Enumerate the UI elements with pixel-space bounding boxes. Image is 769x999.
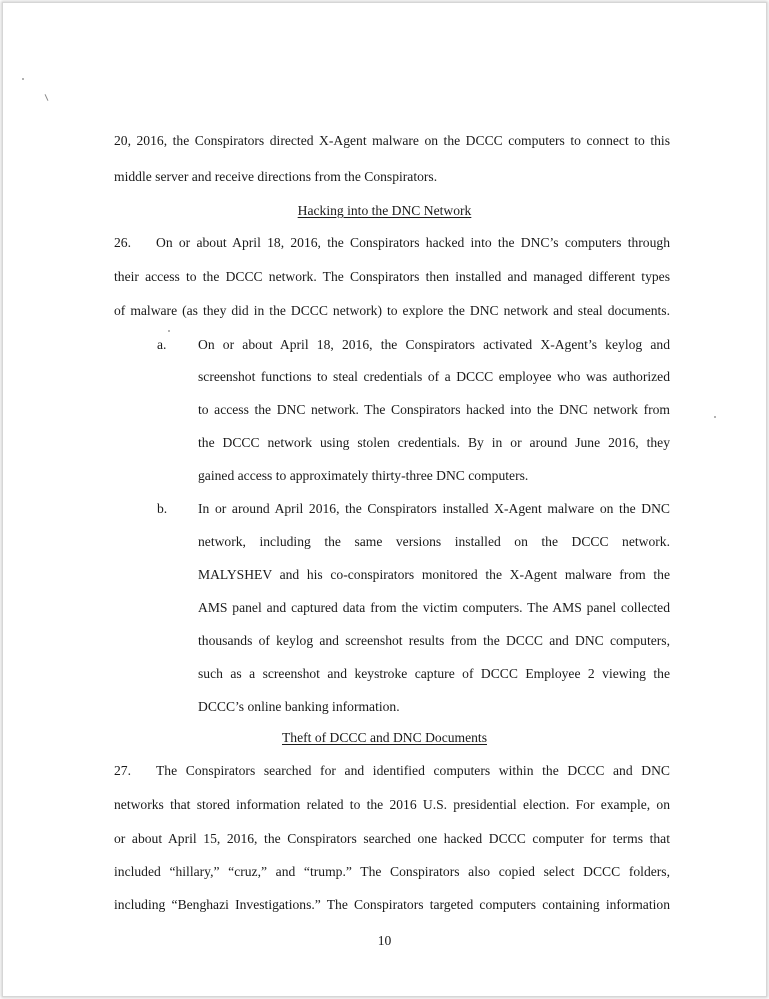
paragraph-number: 27. [114,763,131,778]
section-heading [2,729,767,747]
list-marker-b: b. [157,501,168,516]
list-item-line: On or about April 18, 2016, the Conspirators activated X-Agent’s keylog and [198,337,670,352]
continuation-line: 20, 2016, the Conspirators directed X-Agent malware on the DCCC computers to connect to this [114,133,670,148]
paragraph-26-first-line [114,234,670,252]
paragraph-27-first-line [114,762,670,780]
list-item-line: the DCCC network using stolen credentials. By in or around June 2016, they [198,435,670,450]
list-item-line: AMS panel and captured data from the victim computers. The AMS panel collected [198,600,670,615]
list-item-line: MALYSHEV and his co-conspirators monitored the X-Agent malware from the [198,567,670,582]
list-item-line: DCCC’s online banking information. [198,699,400,714]
paragraph-line: included “hillary,” “cruz,” and “trump.” The Conspirators also copied select DCCC folders, [114,864,670,879]
scan-speck [45,94,49,101]
list-item-line: gained access to approximately thirty-three DNC computers. [198,468,529,483]
paragraph-number: 26. [114,235,131,250]
paragraph-line: including “Benghazi Investigations.” The Conspirators targeted computers containing information [114,897,670,912]
list-item-line: such as a screenshot and keystroke capture of DCCC Employee 2 viewing the [198,666,670,681]
scan-speck [22,78,24,80]
paragraph-text: The Conspirators searched for and identified computers within the DCCC and DNC [156,763,670,778]
section-heading [2,202,767,220]
paragraph-text: On or about April 18, 2016, the Conspirators hacked into the DNC’s computers through [156,235,670,250]
list-item-line: to access the DNC network. The Conspirators hacked into the DNC network from [198,402,670,417]
scan-speck [168,330,170,332]
list-marker-a: a. [157,337,167,352]
continuation-line: middle server and receive directions from the Conspirators. [114,169,438,184]
section-heading-text: Hacking into the DNC Network [297,203,472,218]
list-item-line: thousands of keylog and screenshot results from the DCCC and DNC computers, [198,633,670,648]
page-number: 10 [377,933,392,948]
paragraph-line: of malware (as they did in the DCCC network) to explore the DNC network and steal documents. [114,303,670,318]
section-heading-text: Theft of DCCC and DNC Documents [281,730,487,745]
list-item-line: network, including the same versions installed on the DCCC network. [198,534,670,549]
paragraph-line: networks that stored information related to the 2016 U.S. presidential election. For example, on [114,797,670,812]
document-page [2,2,767,997]
list-item-line: In or around April 2016, the Conspirators installed X-Agent malware on the DNC [198,501,670,516]
list-item-line: screenshot functions to steal credentials of a DCCC employee who was authorized [198,369,670,384]
paragraph-line: or about April 15, 2016, the Conspirators searched one hacked DCCC computer for terms that [114,831,670,846]
paragraph-line: their access to the DCCC network. The Conspirators then installed and managed different types [114,269,670,284]
scan-speck [714,416,716,418]
